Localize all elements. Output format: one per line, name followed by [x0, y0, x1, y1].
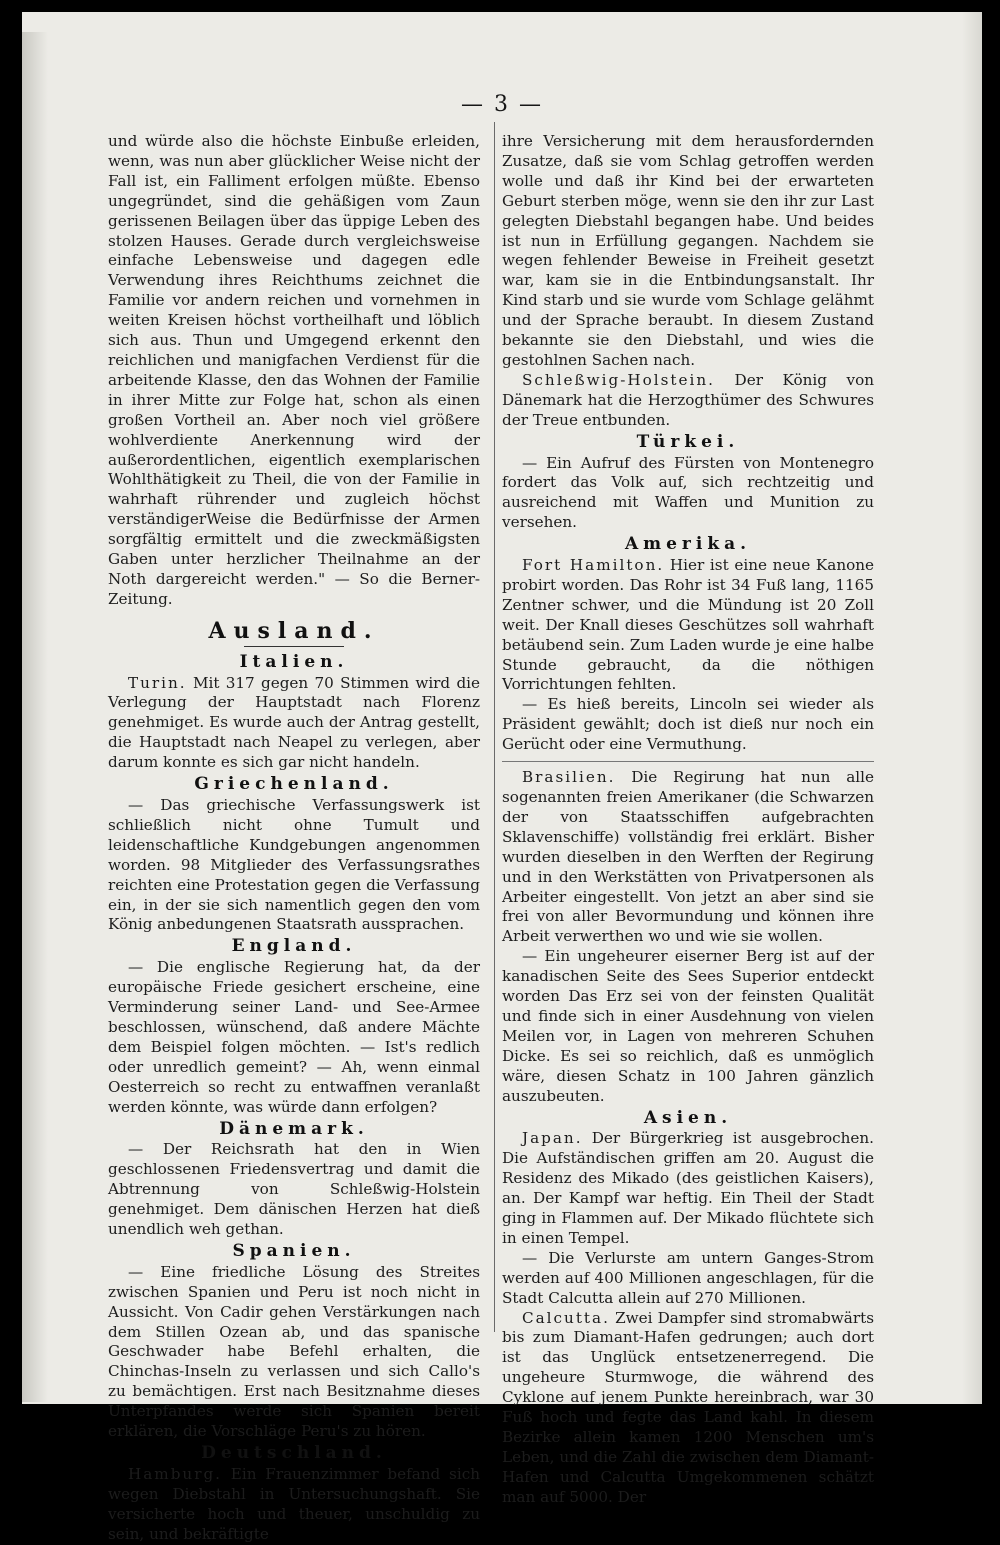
news-item-ganges: — Die Verlurste am untern Ganges-Strom werden auf 400 Millionen angeschlagen, für die Stadt Calcutta allein auf 270 Millionen. [502, 1248, 874, 1307]
news-item-daenemark: — Der Reichsrath hat den in Wien geschlossenen Friedensvertrag und damit die Abtrennung von Schleßwig-Holstein genehmiget. Dem dänischen Herzen hat dieß unendlich weh gethan. [108, 1140, 480, 1239]
country-heading-tuerkei: Türkei. [636, 431, 740, 452]
column-divider [494, 122, 495, 1332]
dateline: Schleßwig-Holstein. [522, 370, 715, 389]
dateline: Fort Hamilton. [522, 556, 665, 575]
dateline: Hamburg. [128, 1464, 223, 1483]
dateline: Japan. [522, 1129, 583, 1148]
right-column [502, 132, 874, 1508]
news-text: Mit 317 gegen 70 Stimmen wird die Verlegung der Hauptstadt nach Florenz genehmiget. Es wurde auch der Antrag gestellt, die Hauptstadt nach Neapel zu verlegen, aber darum konnte es sich gar nicht handeln. [108, 673, 481, 772]
news-text: Der König von Dänemark hat die Herzogthümer des Schwures der Treue entbunden. [502, 370, 875, 429]
news-item-lincoln: — Es hieß bereits, Lincoln sei wieder als Präsident gewählt; doch ist dieß nur noch ein Gerücht oder eine Vermuthung. [502, 695, 874, 754]
news-item-deutschland [108, 1465, 480, 1545]
country-heading-asien: Asien. [643, 1107, 733, 1128]
country-heading-deutschland: Deutschland. [201, 1443, 387, 1463]
country-heading-daenemark: Dänemark. [219, 1118, 369, 1139]
news-item-england: — Die englische Regierung hat, da der europäische Friede gesichert erscheine, eine Verminderung seiner Land- und See-Armee beschlossen, wünschend, daß andere Mächte dem Beispiel folgen möchten. — Ist's redlich oder unredlich gemeint? — Ah, wenn einmal Oesterreich so recht zu entwaffnen veranlaßt werden könnte, was würde dann erfolgen? [108, 958, 480, 1116]
news-item-japan [502, 1129, 874, 1248]
left-column [108, 132, 480, 1545]
news-text: Ein Frauenzimmer befand sich wegen Diebstahl in Untersuchungshaft. Sie versicherte hoch und theuer, unschuldig zu sein, und bekräftigte [108, 1464, 480, 1543]
news-text: Die Regirung hat nun alle sogenannten freien Amerikaner (die Schwarzen der von Staatsschiffen aufgebrachten Sklavenschiffe) vollständig frei erklärt. Bisher wurden dieselben in den Werften der Regirung und in den Werkstätten von Privatpersonen als Arbeiter eingestellt. Von jetzt an aber sind sie frei von aller Bevormundung und können ihre Arbeit verwerthen wo und wie sie wollen. [502, 768, 875, 946]
page-edge-shadow [962, 12, 982, 1404]
news-item-italien [108, 674, 480, 774]
news-item-spanien: — Eine friedliche Lösung des Streites zwischen Spanien und Peru ist noch nicht in Aussicht. Von Cadir gehen Verstärkungen nach dem Stillen Ozean ab, und das spanische Geschwader habe Befehl erhalten, die Chinchas-Inseln zu verlassen und sich Callo's zu bemächtigen. Erst nach Besitznahme dieses Unterpfandes werde sich Spanien bereit erklären, die Vorschläge Peru's zu hören. [108, 1262, 480, 1441]
page-binding-shadow [22, 32, 48, 1402]
section-heading-ausland: Ausland. [208, 617, 380, 644]
news-text: Hier ist eine neue Kanone probirt worden. Das Rohr ist 34 Fuß lang, 1165 Zentner schwer, und die Mündung ist 20 Zoll weit. Der Knall dieses Geschützes soll wahrhaft betäubend sein. Zum Laden wurde je eine halbe Stunde gebraucht, da die nöthigen Vorrichtungen fehlten. [502, 556, 875, 694]
news-item-calcutta [502, 1309, 874, 1508]
article-continuation: ihre Versicherung mit dem herausfordernden Zusatze, daß sie vom Schlag getroffen werden wolle und daß ihr Kind bei der erwarteten Geburt sterben möge, wenn sie den ihr zur Last gelegten Diebstahl begangen habe. Und beides ist nun in Erfüllung gegangen. Nachdem sie wegen fehlender Beweise in Freiheit gesetzt war, kam sie in die Entbindungsanstalt. Ihr Kind starb und sie wurde vom Schlage gelähmt und der Sprache beraubt. In diesem Zustand bekannte sie den Diebstahl, und wies die gestohlnen Sachen nach. [502, 132, 874, 369]
news-text: Der Bürgerkrieg ist ausgebrochen. Die Aufständischen griffen am 20. August die Residenz des Mikado (des geistlichen Kaisers), an. Der Kampf war heftig. Ein Theil der Stadt ging in Flammen auf. Der Mikado flüchtete sich in einen Tempel. [502, 1129, 874, 1247]
page-number: — 3 — [461, 92, 543, 117]
news-text: Zwei Dampfer sind stromabwärts bis zum Diamant-Hafen gedrungen; auch dort ist das Unglück entsetzenerregend. Die ungeheure Sturmwoge, die während des Cyklone auf jenem Punkte hereinbrach, war 30 Fuß hoch und fegte das Land kahl. In diesem Bezirke allein kamen 1200 Menschen um's Leben, und die Zahl die zwischen dem Diamant-Hafen und Calcutta Umgekommenen schätzt man auf 5000. Der [502, 1308, 875, 1506]
dateline: Turin. [128, 673, 187, 692]
news-item-fort-hamilton [502, 556, 874, 695]
dateline: Brasilien. [522, 768, 616, 787]
newspaper-page [22, 12, 982, 1543]
country-heading-amerika: Amerika. [624, 534, 752, 555]
news-item-tuerkei: — Ein Aufruf des Fürsten von Montenegro fordert das Volk auf, sich rechtzeitig und ausreichend mit Waffen und Munition zu versehen. [502, 453, 874, 532]
separator-line [502, 761, 874, 762]
article-continuation: und würde also die höchste Einbuße erleiden, wenn, was nun aber glücklicher Weise nicht der Fall ist, ein Falliment erfolgen müßte. Ebenso ungegründet, sind die gehäßigen vom Zaun gerissenen Beilagen über das üppige Leben des stolzen Hauses. Gerade durch vergleichsweise einfache Lebensweise und dagegen edle Verwendung ihres Reichthums zeichnet die Familie vor andern reichen und vornehmen in weiten Kreisen höchst vortheilhaft und löblich sich aus. Thun und Umgegend erkennt den reichlichen und manigfachen Verdienst für die arbeitende Klasse, den das Wohnen der Familie in ihrer Mitte zur Folge hat, schon als einen großen Vortheil an. Aber noch viel größere wohlverdiente Anerkennung wird der außerordentlichen, eigentlich exemplarischen Wohlthätigkeit zu Theil, die von der Familie in wahrhaft rührender und zugleich höchst verständigerWeise die Bedürfnisse der Armen sorgfältig ermittelt und die zweckmäßigsten Gaben unter herzlicher Theilnahme an der Noth dargereicht werden." — So die Berner-Zeitung. [108, 132, 480, 608]
country-heading-italien: Italien. [239, 651, 349, 672]
news-item-brasilien [502, 768, 874, 947]
news-item-griechenland: — Das griechische Verfassungswerk ist schließlich nicht ohne Tumult und leidenschaftliche Kundgebungen angenommen worden. 98 Mitglieder des Verfassungsrathes reichten eine Protestation gegen die Verfassung ein, in der sie sich namentlich gegen den vom König anbedungenen Staatsrath aussprachen. [108, 796, 480, 934]
country-heading-griechenland: Griechenland. [194, 774, 394, 795]
dateline: Calcutta. [522, 1308, 610, 1327]
heading-rule [244, 646, 344, 647]
country-heading-spanien: Spanien. [232, 1240, 356, 1261]
news-item-schleswig [502, 371, 874, 431]
news-item-eisenberg: — Ein ungeheurer eiserner Berg ist auf der kanadischen Seite des Sees Superior entdeckt worden Das Erz sei von der feinsten Qualität und finde sich in einer Ausdehnung von vielen Meilen vor, in Lagen von mehreren Schuhen Dicke. Es sei so reichlich, daß es unmöglich wäre, diesen Schatz in 100 Jahren gänzlich auszubeuten. [502, 947, 874, 1105]
country-heading-england: England. [231, 936, 357, 957]
